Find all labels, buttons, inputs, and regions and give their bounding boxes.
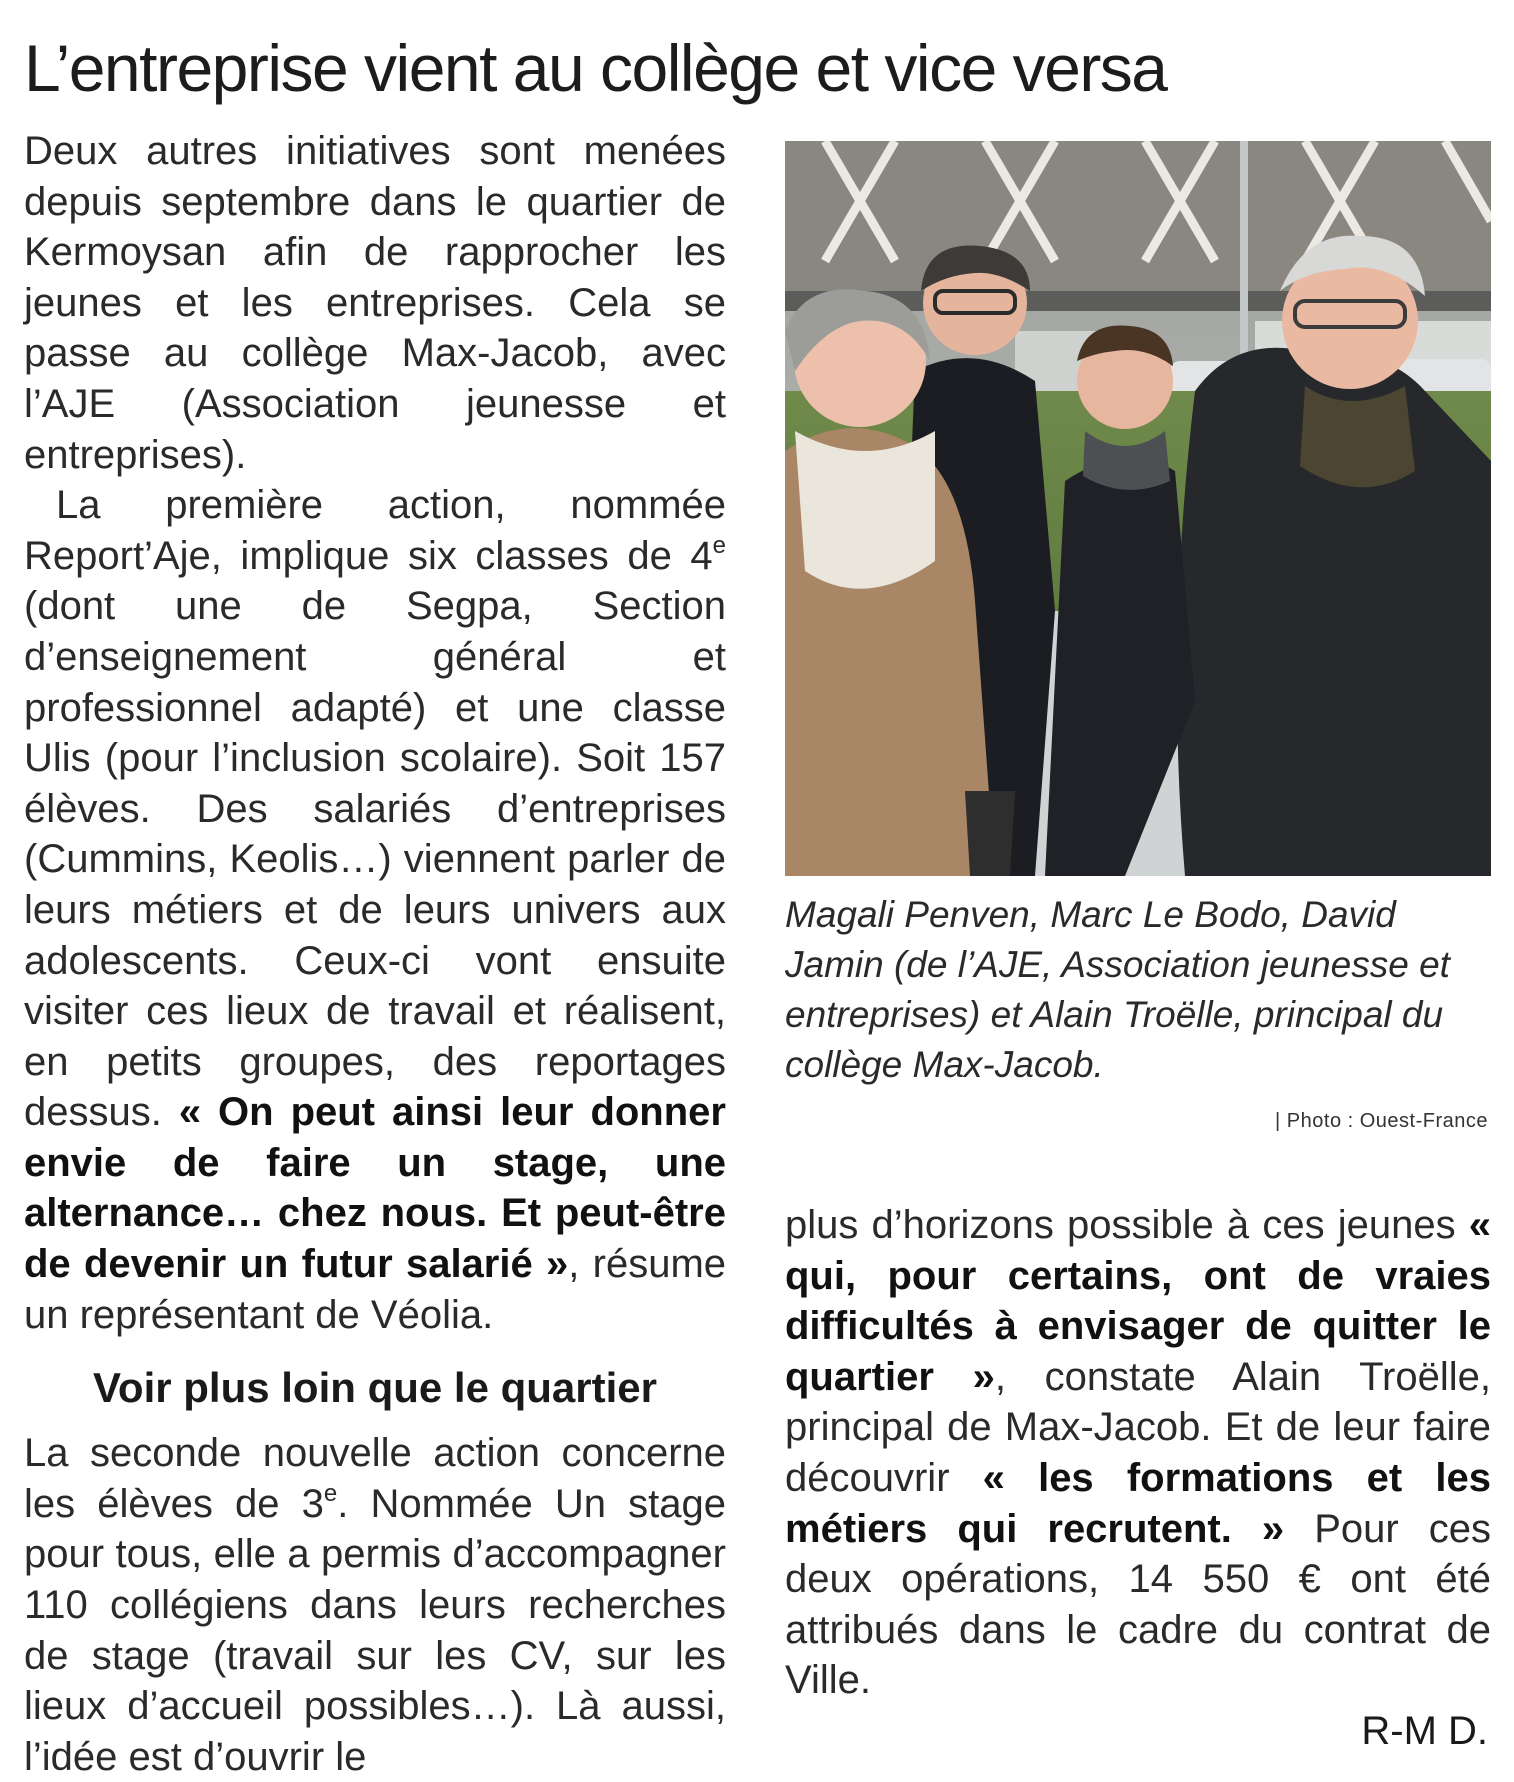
paragraph-report-aje xyxy=(24,480,726,1340)
superscript-e: e xyxy=(323,1479,338,1507)
paragraph-text: , résume un représentant de Véolia. xyxy=(24,1242,727,1337)
paragraph-stage-pour-tous xyxy=(24,1428,726,1782)
article-subheading: Voir plus loin que le quartier xyxy=(93,1364,657,1412)
photo-caption: Magali Penven, Marc Le Bodo, David Jamin (de l’AJE, Association jeunesse et entreprises) et Alain Troëlle, principal du collège Max-Jacob. xyxy=(785,894,1450,1085)
quote-veolia: « On peut ainsi leur donner envie de faire un stage, une alternance… chez nous. Et peut-être de devenir un futur salarié » xyxy=(24,1090,726,1287)
paragraph-text: (dont une de Segpa, Section d’enseignement général et professionnel adapté) et une classe Ulis (pour l’inclusion scolaire). Soit 157 élèves. Des salariés d’entreprises (Cummins, Keolis…) viennent parler de leurs métiers et de leurs univers aux adolescents. Ceux-ci vont ensuite visiter ces lieux de travail et réalisent, en petits groupes, des reportages dessus. xyxy=(24,584,726,1135)
paragraph-text: plus d’horizons possible à ces jeunes xyxy=(785,1203,1469,1247)
intro-paragraph: Deux autres initiatives sont menées depuis septembre dans le quartier de Kermoysan afin de rapprocher les jeunes et les entreprises. Cela se passe au collège Max-Jacob, avec l’AJE (Association jeunesse et entreprises). xyxy=(24,129,726,477)
paragraph-horizons xyxy=(785,1200,1491,1706)
article-photo xyxy=(785,141,1491,876)
author-signature: R-M D. xyxy=(1361,1709,1488,1753)
paragraph-text: . Nommée Un stage pour tous, elle a permis d’accompagner 110 collégiens dans leurs recherches de stage (travail sur les CV, sur les lieux d’accueil possibles…). Là aussi, l’idée est d’ouvrir le xyxy=(24,1481,726,1779)
paragraph-text: , constate Alain Troëlle, principal de Max-Jacob. Et de leur faire découvrir xyxy=(785,1354,1491,1500)
photo-credit: | Photo : Ouest-France xyxy=(1275,1110,1488,1132)
group-photo-image xyxy=(785,141,1491,876)
quote-troelle: « qui, pour certains, ont de vraies difficultés à envisager de quitter le quartier » xyxy=(785,1203,1491,1399)
paragraph-text: Pour ces deux opérations, 14 550 € ont été attribués dans le cadre du contrat de Ville. xyxy=(785,1506,1491,1703)
quote-formations: « les formations et les métiers qui recrutent. » xyxy=(785,1455,1492,1551)
article-column-left xyxy=(24,126,726,1782)
article-headline: L’entreprise vient au collège et vice versa xyxy=(24,31,1167,105)
paragraph-text: La seconde nouvelle action concerne les élèves de 3 xyxy=(24,1431,726,1526)
article-column-right xyxy=(785,1200,1491,1706)
paragraph-text: La première action, nommée Report’Aje, implique six classes de 4 xyxy=(24,483,726,578)
superscript-e: e xyxy=(712,531,726,559)
